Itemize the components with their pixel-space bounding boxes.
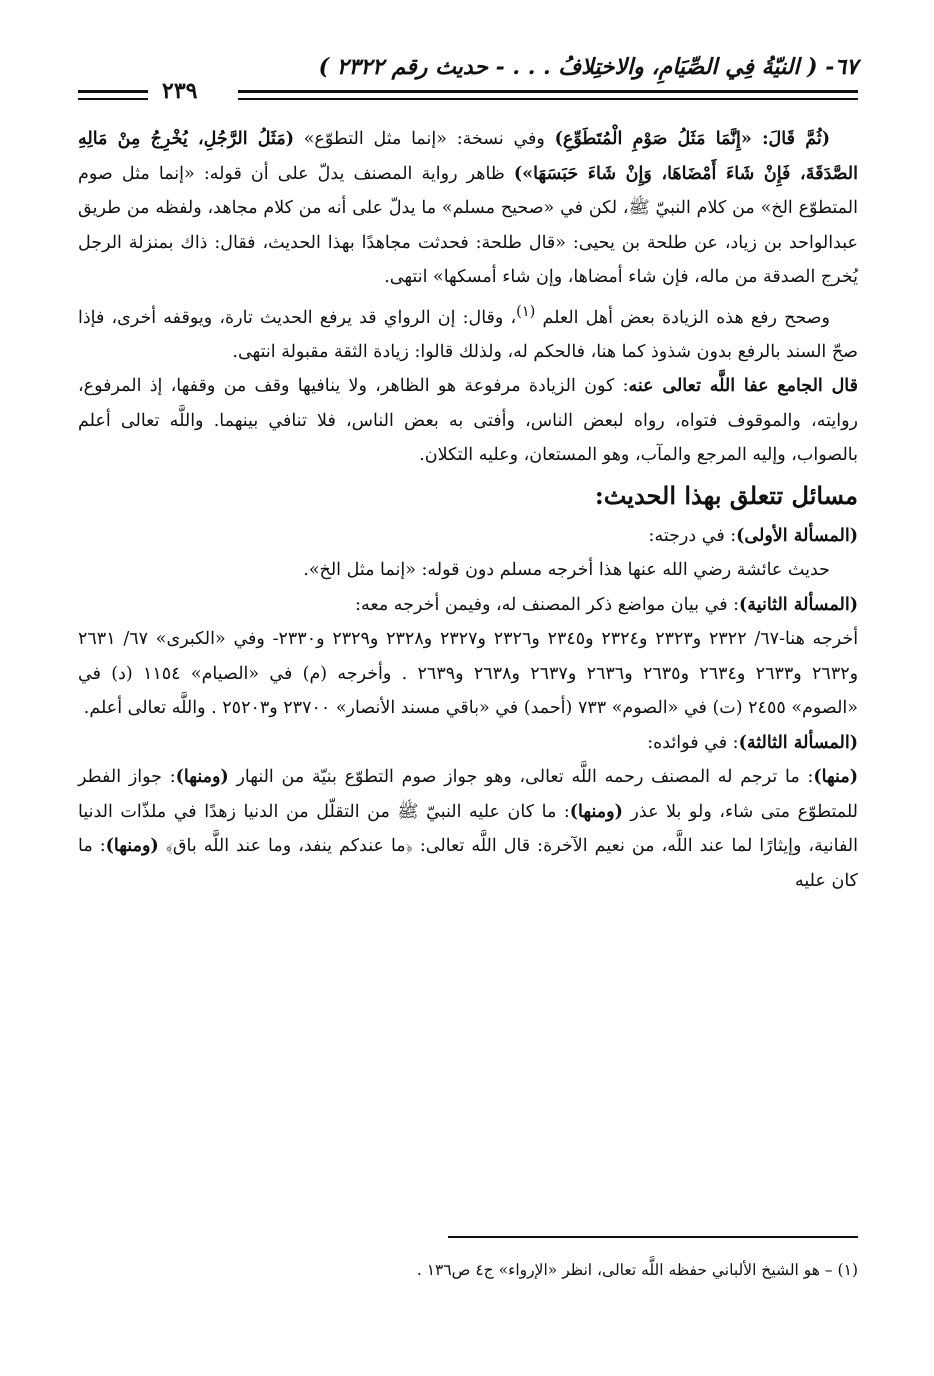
issue-one-topic: : في درجته: bbox=[648, 525, 737, 546]
main-text bbox=[78, 122, 858, 898]
book-page bbox=[78, 50, 858, 1350]
issue-one-text: حديث عائشة رضي الله عنها هذا أخرجه مسلم دون قوله: «إنما مثل الخ». bbox=[303, 560, 830, 581]
hadith-quote-bold: (مَثَلُ الرَّجُلِ، يُخْرِجُ مِنْ مَالِهِ الصَّدَقَةَ، فَإِنْ شَاءَ أَمْضَاهَا، وَإِنْ شَاءَ حَبَسَهَا») bbox=[78, 129, 858, 184]
issue-one-heading: (المسألة الأولى) bbox=[736, 525, 858, 546]
paragraph-authentication bbox=[78, 295, 858, 370]
paragraph-text: : جواز الفطر للمتطوّع متى شاء، ولو بلا عذر bbox=[78, 767, 858, 822]
issue-two-heading: (المسألة الثانية) bbox=[739, 594, 858, 615]
page-number-rule bbox=[78, 90, 148, 100]
paragraph-hadith-text bbox=[78, 122, 858, 295]
paragraph-compiler-note bbox=[78, 369, 858, 473]
paragraph-text: ، وقال: إن الرواي قد يرفع الحديث تارة، ويوقفه أخرى، فإذا صحّ السند بالرفع بدون شذوذ كما هنا، فالحكم له، ولذلك قالوا: زيادة الثقة مقبولة انتهى. bbox=[78, 307, 858, 362]
paragraph-text: : ما كان عليه النبيّ ﷺ من التقلّل من الدنيا زهدًا في ملذّات الدنيا الفانية، وإيثارًا لما عند اللَّه، من نعيم الآخرة: قال اللَّه تعالى: ﴿ما عندكم ينفد، وما عند اللَّه باق﴾ bbox=[78, 801, 858, 857]
issue-three-topic: : في فوائده: bbox=[647, 732, 739, 753]
page-header bbox=[78, 50, 858, 106]
page-number: ٢٣٩ bbox=[162, 78, 198, 104]
footnote-rule bbox=[448, 1236, 858, 1238]
running-title: ٦٧- ( النيّةُ فِي الصِّيَامِ، والاختِلافُ . . . - حديث رقم ٢٣٢٢ ) bbox=[318, 54, 858, 80]
section-heading: مسائل تتعلق بهذا الحديث: bbox=[594, 480, 858, 510]
issue-two-heading-line bbox=[78, 588, 858, 623]
paragraph-text: ظاهر رواية المصنف يدلّ على أن قوله: «إنما مثل صوم المتطوّع الخ» من كلام النبيّ ﷺ، لكن في «صحيح مسلم» ما يدلّ على أنه من كلام مجاهد، ولفظه من طريق عبدالواحد بن زياد، عن طلحة بن يحيى: «قال طلحة: فحدثت مجاهدًا بهذا الحديث، فقال: ذاك بمنزلة الرجل يُخرج الصدقة من ماله، فإن شاء أمضاها، وإن شاء أمسكها» انتهى. bbox=[78, 163, 858, 287]
paragraph-text: وصحح رفع هذه الزيادة بعض أهل العلم bbox=[535, 307, 830, 328]
issue-one-heading-line bbox=[78, 519, 858, 554]
paragraph-text: : كون الزيادة مرفوعة هو الظاهر، ولا ينافيها وقف من وقفها، إذ المرفوع، روايته، والموقوف فتواه، رواه لبعض الناس، وأفتى به بعض الناس، فلا تنافي بينهما. واللَّه تعالى أعلم بالصواب، وإليه المرجع والمآب، وهو المستعان، وعليه التكلان. bbox=[78, 376, 858, 466]
paragraph-text: : ما كان عليه bbox=[78, 836, 858, 891]
compiler-label: قال الجامع عفا اللَّه تعالى عنه bbox=[628, 376, 858, 397]
issue-three-heading-line bbox=[78, 726, 858, 761]
issue-two-text: أخرجه هنا-٦٧/ ٢٣٢٢ و٢٣٢٣ و٢٣٢٤ و٢٣٤٥ و٢٣٢٦ و٢٣٢٧ و٢٣٢٨ و٢٣٢٩ و٢٣٣٠- وفي «الكبرى» ٦٧/ ٢٦٣١ و٢٦٣٢ و٢٦٣٣ و٢٦٣٤ و٢٦٣٥ و٢٦٣٦ و٢٦٣٧ و٢٦٣٨ و٢٦٣٩ . وأخرجه (م) في «الصيام» ١١٥٤ (د) في «الصوم» ٢٤٥٥ (ت) في «الصوم» ٧٣٣ (أحمد) في «باقي مسند الأنصار» ٢٣٧٠٠ و٢٥٢٠٣ . واللَّه تعالى أعلم. bbox=[78, 629, 859, 719]
paragraph-text: : ما ترجم له المصنف رحمه اللَّه تعالى، وهو جواز صوم التطوّع بنيّة من النهار bbox=[228, 767, 814, 788]
benefit-marker: (ومنها) bbox=[105, 836, 159, 857]
benefit-marker: (منها) bbox=[813, 767, 858, 788]
benefit-marker: (ومنها) bbox=[569, 801, 623, 822]
issue-three-text bbox=[78, 760, 858, 898]
paragraph-text: وفي نسخة: «إنما مثل التطوّع» bbox=[294, 129, 555, 149]
issue-two-topic: : في بيان مواضع ذكر المصنف له، وفيمن أخرجه معه: bbox=[355, 594, 740, 615]
footnote: (١) – هو الشيخ الألباني حفظه اللَّه تعالى، انظر «الإرواء» ج٤ ص١٣٦ . bbox=[416, 1261, 858, 1279]
footnote-reference[interactable]: (١) bbox=[516, 302, 536, 320]
issue-three-heading: (المسألة الثالثة) bbox=[738, 732, 858, 753]
header-rule bbox=[238, 90, 858, 100]
benefit-marker: (ومنها) bbox=[175, 767, 229, 788]
hadith-quote-bold: (ثُمَّ قَالَ: «إِنَّمَا مَثَلُ صَوْمِ الْمُتَطَوِّعِ) bbox=[554, 129, 831, 149]
